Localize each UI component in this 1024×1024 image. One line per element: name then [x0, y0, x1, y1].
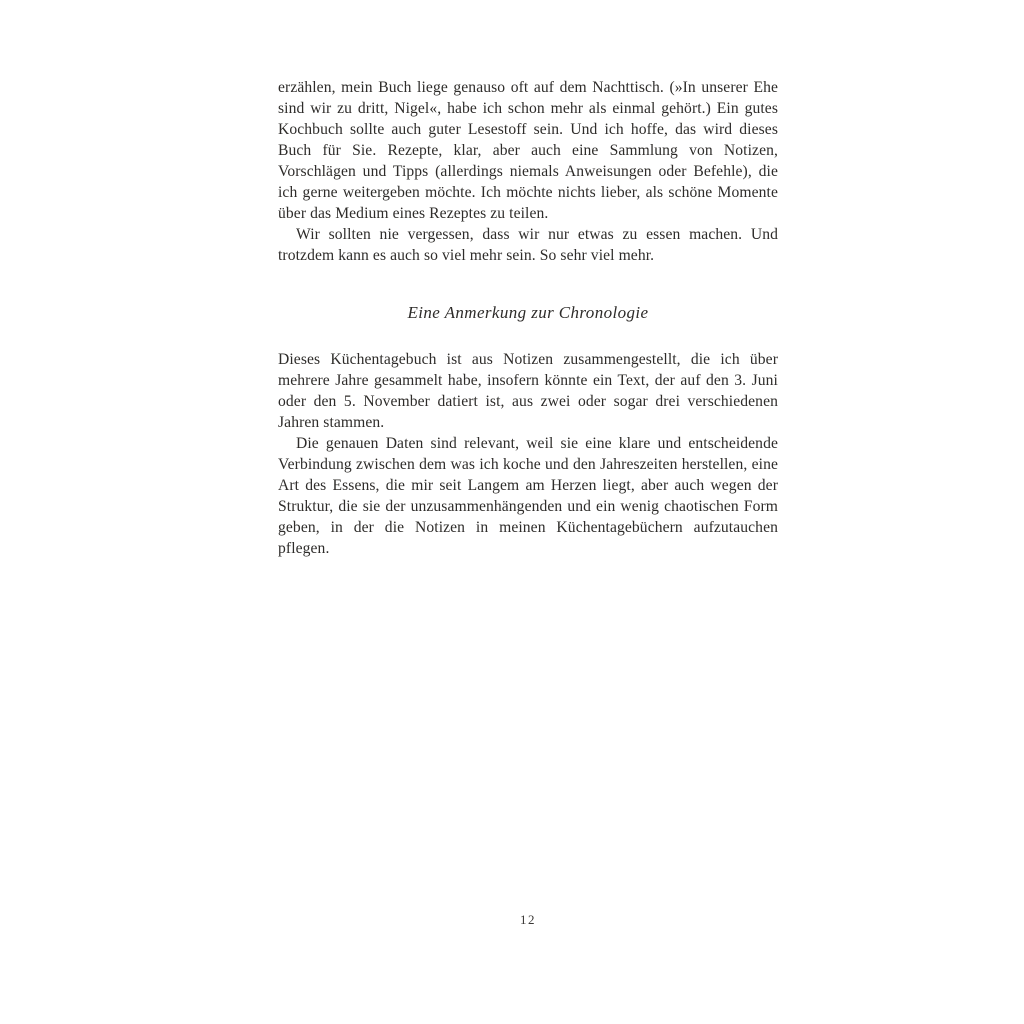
page-number: 12 [520, 912, 536, 927]
paragraph-intro-continuation: erzählen, mein Buch liege genauso oft auf dem Nachttisch. (»In unserer Ehe sind wir zu dritt, Nigel«, habe ich schon mehr als einmal gehört.) Ein gutes Kochbuch sollte auch guter Lesestoff sein. Und ich hoffe, das wird dieses Buch für Sie. Rezepte, klar, aber auch eine Sammlung von Notizen, Vorschlägen und Tipps (allerdings niemals Anweisungen oder Befehle), die ich gerne weitergeben möchte. Ich möchte nichts lieber, als schöne Momente über das Medium eines Rezeptes zu teilen. [278, 79, 778, 222]
paragraph-genaue-daten: Die genauen Daten sind relevant, weil sie eine klare und entscheidende Verbindung zwischen dem was ich koche und den Jahreszeiten herstellen, eine Art des Essens, die mir seit Langem am Herzen liegt, aber auch wegen der Struktur, die sie der unzusammenhängenden und ein wenig chaotischen Form geben, in der die Notizen in meinen Küchentagebüchern aufzutauchen pflegen. [278, 435, 778, 557]
paragraph-kuechentagebuch: Dieses Küchentagebuch ist aus Notizen zusammengestellt, die ich über mehrere Jahre gesammelt habe, insofern könnte ein Text, der auf den 3. Juni oder den 5. November datiert ist, aus zwei oder sogar drei verschiedenen Jahren stammen. [278, 351, 778, 431]
text-block [278, 77, 778, 559]
section-heading-chronologie: Eine Anmerkung zur Chronologie [407, 303, 649, 322]
paragraph-wir-sollten: Wir sollten nie vergessen, dass wir nur etwas zu essen machen. Und trotzdem kann es auch so viel mehr sein. So sehr viel mehr. [278, 226, 778, 264]
